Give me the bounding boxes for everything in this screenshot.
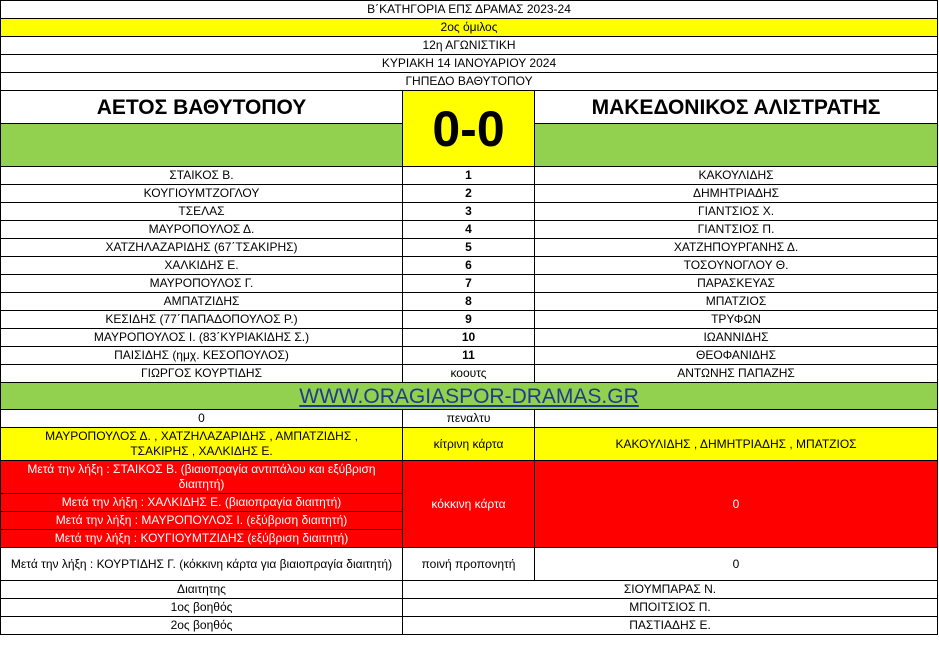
- away-coach: ΑΝΤΩΝΗΣ ΠΑΠΑΖΗΣ: [535, 365, 938, 383]
- group-title: 2ος όμιλος: [1, 19, 938, 37]
- yellow-card-label: κίτρινη κάρτα: [403, 428, 535, 461]
- shirt-number: 3: [403, 203, 535, 221]
- away-player: ΧΑΤΖΗΠΟΥΡΓΑΝΗΣ Δ.: [535, 239, 938, 257]
- shirt-number: 4: [403, 221, 535, 239]
- away-player: ΤΡΥΦΩΝ: [535, 311, 938, 329]
- away-player: ΚΑΚΟΥΛΙΔΗΣ: [535, 167, 938, 185]
- category-title: Β΄ΚΑΤΗΓΟΡΙΑ ΕΠΣ ΔΡΑΜΑΣ 2023-24: [1, 1, 938, 19]
- home-team-name: ΑΕΤΟΣ ΒΑΘΥΤΟΠΟΥ: [1, 91, 403, 124]
- home-player: ΜΑΥΡΟΠΟΥΛΟΣ Δ.: [1, 221, 403, 239]
- home-player: ΠΑΙΣΙΔΗΣ (ημχ. ΚΕΣΟΠΟΥΛΟΣ): [1, 347, 403, 365]
- stadium-name: ΓΗΠΕΔΟ ΒΑΘΥΤΟΠΟΥ: [1, 73, 938, 91]
- shirt-number: 6: [403, 257, 535, 275]
- home-player: ΧΑΛΚΙΔΗΣ Ε.: [1, 257, 403, 275]
- home-coach-penalty: Μετά την λήξη : ΚΟΥΡΤΙΔΗΣ Γ. (κόκκινη κάρτα για βιαιοπραγία διαιτητή): [1, 548, 403, 581]
- shirt-number: 8: [403, 293, 535, 311]
- away-team-color-bar: [535, 124, 938, 167]
- home-player: ΧΑΤΖΗΛΑΖΑΡΙΔΗΣ (67΄ΤΣΑΚΙΡΗΣ): [1, 239, 403, 257]
- home-player: ΚΕΣΙΔΗΣ (77΄ΠΑΠΑΔΟΠΟΥΛΟΣ Ρ.): [1, 311, 403, 329]
- shirt-number: 2: [403, 185, 535, 203]
- shirt-number: 1: [403, 167, 535, 185]
- home-penalties: 0: [1, 410, 403, 428]
- official-role: 2ος βοηθός: [1, 617, 403, 635]
- home-red-card-entry: Μετά την λήξη : ΚΟΥΓΙΟΥΜΤΖΙΔΗΣ (εξύβριση διαιτητή): [1, 530, 403, 548]
- away-player: ΔΗΜΗΤΡΙΑΔΗΣ: [535, 185, 938, 203]
- away-player: ΓΙΑΝΤΣΙΟΣ Χ.: [535, 203, 938, 221]
- shirt-number: 10: [403, 329, 535, 347]
- home-player: ΣΤΑΙΚΟΣ Β.: [1, 167, 403, 185]
- away-player: ΓΙΑΝΤΣΙΟΣ Π.: [535, 221, 938, 239]
- coach-penalty-label: ποινή προπονητή: [403, 548, 535, 581]
- red-card-label: κόκκινη κάρτα: [403, 461, 535, 548]
- shirt-number: 9: [403, 311, 535, 329]
- home-team-color-bar: [1, 124, 403, 167]
- home-yellow-cards-line: ΜΑΥΡΟΠΟΥΛΟΣ Δ. , ΧΑΤΖΗΛΑΖΑΡΙΔΗΣ , ΑΜΠΑΤΖΙΔΗΣ ,: [45, 429, 358, 443]
- away-player: ΠΑΡΑΣΚΕΥΑΣ: [535, 275, 938, 293]
- match-score: 0-0: [403, 91, 535, 167]
- official-name: ΠΑΣΤΙΑΔΗΣ Ε.: [403, 617, 938, 635]
- home-coach: ΓΙΩΡΓΟΣ ΚΟΥΡΤΙΔΗΣ: [1, 365, 403, 383]
- official-role: 1ος βοηθός: [1, 599, 403, 617]
- match-date: ΚΥΡΙΑΚΗ 14 ΙΑΝΟΥΑΡΙΟΥ 2024: [1, 55, 938, 73]
- away-player: ΘΕΟΦΑΝΙΔΗΣ: [535, 347, 938, 365]
- away-coach-penalty: 0: [535, 548, 938, 581]
- penalties-label: πεναλτυ: [403, 410, 535, 428]
- round-title: 12η ΑΓΩΝΙΣΤΙΚΗ: [1, 37, 938, 55]
- away-player: ΤΟΣΟΥΝΟΓΛΟΥ Θ.: [535, 257, 938, 275]
- shirt-number: 5: [403, 239, 535, 257]
- official-name: ΜΠΟΙΤΣΙΟΣ Π.: [403, 599, 938, 617]
- away-player: ΙΩΑΝΝΙΔΗΣ: [535, 329, 938, 347]
- home-player: ΚΟΥΓΙΟΥΜΤΖΟΓΛΟΥ: [1, 185, 403, 203]
- coach-label: κοουτς: [403, 365, 535, 383]
- official-name: ΣΙΟΥΜΠΑΡΑΣ Ν.: [403, 581, 938, 599]
- home-red-card-entry: Μετά την λήξη : ΣΤΑΙΚΟΣ Β. (βιαιοπραγία αντιπάλου και εξύβριση διαιτητή): [1, 461, 403, 494]
- home-player: ΜΑΥΡΟΠΟΥΛΟΣ Γ.: [1, 275, 403, 293]
- website-link[interactable]: WWW.ORAGIASPOR-DRAMAS.GR: [1, 383, 938, 410]
- home-player: ΜΑΥΡΟΠΟΥΛΟΣ Ι. (83΄ΚΥΡΙΑΚΙΔΗΣ Σ.): [1, 329, 403, 347]
- away-team-name: ΜΑΚΕΔΟΝΙΚΟΣ ΑΛΙΣΤΡΑΤΗΣ: [535, 91, 938, 124]
- home-player: ΑΜΠΑΤΖΙΔΗΣ: [1, 293, 403, 311]
- away-player: ΜΠΑΤΖΙΟΣ: [535, 293, 938, 311]
- away-yellow-cards: ΚΑΚΟΥΛΙΔΗΣ , ΔΗΜΗΤΡΙΑΔΗΣ , ΜΠΑΤΖΙΟΣ: [535, 428, 938, 461]
- home-yellow-cards-line: ΤΣΑΚΙΡΗΣ , ΧΑΛΚΙΔΗΣ Ε.: [130, 444, 273, 458]
- away-penalties: [535, 410, 938, 428]
- home-red-card-entry: Μετά την λήξη : ΧΑΛΚΙΔΗΣ Ε. (βιαιοπραγία διαιτητή): [1, 494, 403, 512]
- home-player: ΤΣΕΛΑΣ: [1, 203, 403, 221]
- away-red-cards: 0: [535, 461, 938, 548]
- official-role: Διαιτητης: [1, 581, 403, 599]
- shirt-number: 11: [403, 347, 535, 365]
- home-yellow-cards: [1, 428, 403, 461]
- home-red-card-entry: Μετά την λήξη : ΜΑΥΡΟΠΟΥΛΟΣ Ι. (εξύβριση διαιτητή): [1, 512, 403, 530]
- shirt-number: 7: [403, 275, 535, 293]
